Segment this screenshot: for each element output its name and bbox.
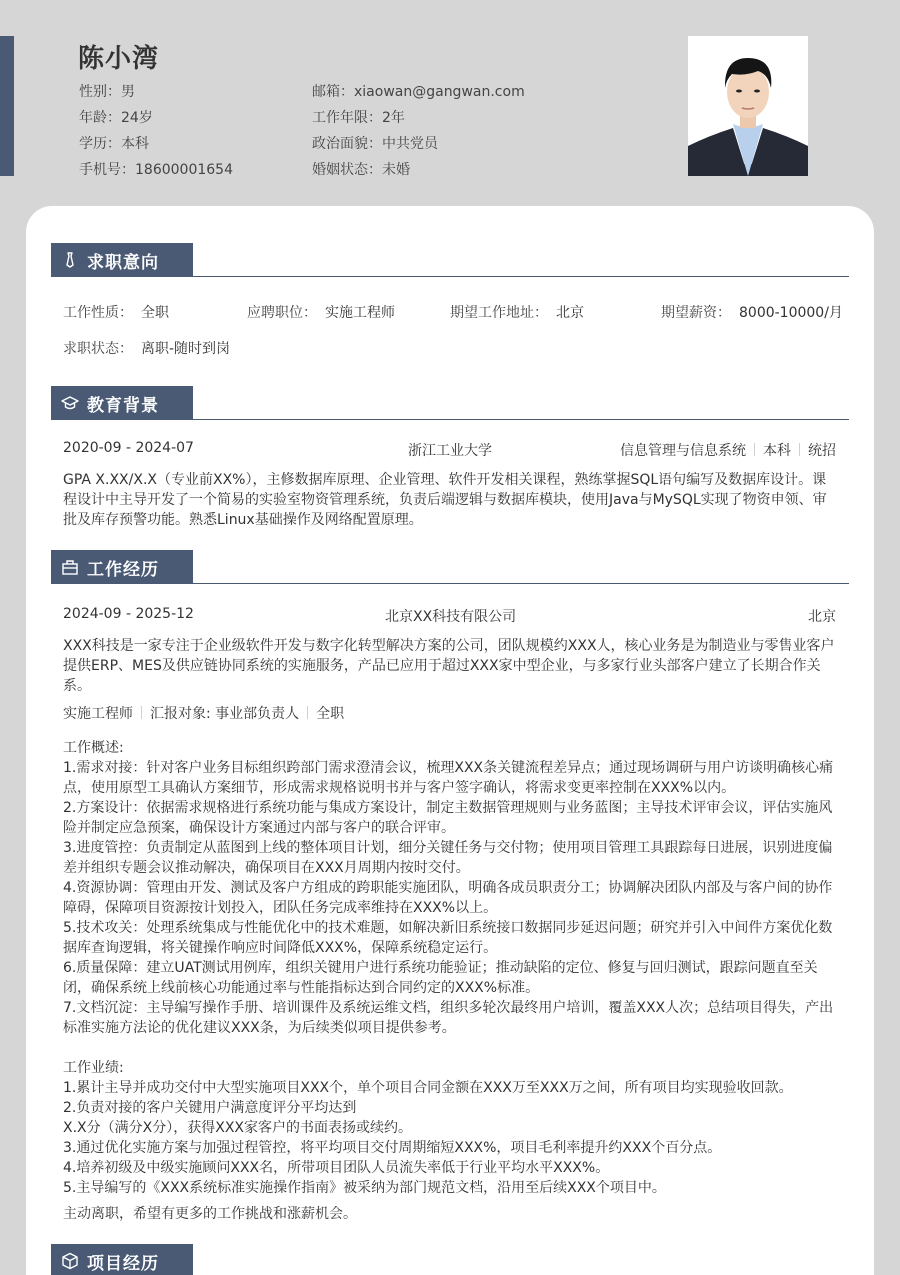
work-city: 北京 xyxy=(808,609,836,625)
overview-item-4: 4.资源协调：管理由开发、测试及客户方组成的跨职能实施团队，明确各成员职责分工；协调解决团队内部及与客户间的协作障碍，保障项目资源按计划投入，团队任务完成率维持在XXX%以上。 xyxy=(63,880,833,916)
intent-salary: 期望薪资： 8000-10000/月 xyxy=(661,305,843,321)
section-title-work: 工作经历 xyxy=(87,559,159,580)
achievement-item-2-cont: X.X分（满分X分），获得XXX家客户的书面表扬或续约。 xyxy=(63,1120,412,1136)
overview-item-5: 5.技术攻关：处理系统集成与性能优化中的技术难题，如解决新旧系统接口数据同步延迟问题；研究并引入中间件方案优化数据库查询逻辑，将关键操作响应时间降低XXX%，保障系统稳定运行。 xyxy=(63,920,833,956)
section-header-projects xyxy=(51,1244,849,1275)
education-major: 信息管理与信息系统 xyxy=(620,443,746,459)
education-school: 浙江工业大学 xyxy=(408,443,492,459)
divider xyxy=(754,443,755,456)
education-period: 2020-09 - 2024-07 xyxy=(63,440,194,456)
education-degree: 本科 xyxy=(763,443,791,459)
info-email: 邮箱：xiaowan@gangwan.com xyxy=(312,84,525,100)
achievement-item-2: 2.负责对接的客户关键用户满意度评分平均达到 xyxy=(63,1100,357,1116)
divider xyxy=(307,706,308,719)
graduation-cap-icon xyxy=(61,394,79,412)
overview-item-7: 7.文档沉淀：主导编写操作手册、培训课件及系统运维文档，组织多轮次最终用户培训，覆盖XXX人次；总结项目得失，产出标准实施方法论的优化建议XXX条，为后续类似项目提供参考。 xyxy=(63,1000,834,1036)
work-overview xyxy=(63,738,835,1038)
work-overview-title: 工作概述: xyxy=(63,740,124,756)
work-leave-reason: 主动离职，希望有更多的工作挑战和涨薪机会。 xyxy=(63,1206,357,1222)
section-title-projects: 项目经历 xyxy=(87,1253,159,1274)
divider xyxy=(799,443,800,456)
overview-item-6: 6.质量保障：建立UAT测试用例库，组织关键用户进行系统功能验证；推动缺陷的定位、修复与回归测试，跟踪问题直至关闭，确保系统上线前核心功能通过率与性能指标达到合同约定的XXX%标准。 xyxy=(63,960,818,996)
info-marital-status: 婚姻状态：未婚 xyxy=(312,162,410,178)
section-header-education xyxy=(51,386,849,420)
section-title-intent: 求职意向 xyxy=(87,252,159,273)
info-work-years: 工作年限：2年 xyxy=(312,110,405,126)
work-company-intro: XXX科技是一家专注于企业级软件开发与数字化转型解决方案的公司，团队规模约XXX人，核心业务是为制造业与零售业客户提供ERP、MES及供应链协同系统的实施服务，产品已应用于超过XXX家中型企业，与多家行业头部客户建立了长期合作关系。 xyxy=(63,638,835,694)
section-tab-projects xyxy=(51,1244,193,1275)
work-role-line xyxy=(63,703,344,723)
section-header-work xyxy=(51,550,849,584)
candidate-name: 陈小湾 xyxy=(78,44,160,74)
education-type: 统招 xyxy=(808,443,836,459)
portrait-icon xyxy=(688,36,808,176)
achievement-item-1: 1.累计主导并成功交付中大型实施项目XXX个，单个项目合同金额在XXX万至XXX万之间，所有项目均实现验收回款。 xyxy=(63,1080,793,1096)
work-company: 北京XX科技有限公司 xyxy=(385,609,517,625)
briefcase-icon xyxy=(61,558,79,576)
avatar-photo xyxy=(688,36,808,176)
intent-location: 期望工作地址： 北京 xyxy=(450,305,584,321)
section-title-education: 教育背景 xyxy=(87,395,159,416)
cube-icon xyxy=(61,1252,79,1270)
overview-item-1: 1.需求对接：针对客户业务目标组织跨部门需求澄清会议，梳理XXX条关键流程差异点；通过现场调研与用户访谈明确核心痛点，使用原型工具确认方案细节，形成需求规格说明书并与客户签字确认，将需求变更率控制在XXX%以内。 xyxy=(63,760,834,796)
personal-info-grid xyxy=(79,82,612,180)
work-achievements-title: 工作业绩: xyxy=(63,1060,124,1076)
info-gender: 性别：男 xyxy=(79,84,135,100)
work-job-type: 全职 xyxy=(316,706,345,722)
work-role: 实施工程师 xyxy=(63,706,133,722)
education-description: GPA X.XX/X.X（专业前XX%），主修数据库原理、企业管理、软件开发相关课程，熟练掌握SQL语句编写及数据库设计。课程设计中主导开发了一个简易的实验室物资管理系统，负责后端逻辑与数据库模块，使用Java与MySQL实现了物资申领、审批及库存预警功能。熟悉Linux基础操作及网络配置原理。 xyxy=(63,472,827,528)
work-achievements xyxy=(63,1058,835,1198)
achievement-item-3: 3.通过优化实施方案与加强过程管控，将平均项目交付周期缩短XXX%，项目毛利率提升约XXX个百分点。 xyxy=(63,1140,722,1156)
work-report-to: 汇报对象: 事业部负责人 xyxy=(150,706,300,722)
info-age: 年龄：24岁 xyxy=(79,110,153,126)
section-tab-intent xyxy=(51,243,193,277)
divider xyxy=(141,706,142,719)
work-period: 2024-09 - 2025-12 xyxy=(63,606,194,622)
achievement-item-5: 5.主导编写的《XXX系统标准实施操作指南》被采纳为部门规范文档，沿用至后续XXX个项目中。 xyxy=(63,1180,666,1196)
tie-icon xyxy=(61,251,79,269)
info-phone: 手机号：18600001654 xyxy=(79,162,233,178)
info-education: 学历：本科 xyxy=(79,136,149,152)
education-major-line xyxy=(620,440,836,460)
section-tab-education xyxy=(51,386,193,420)
intent-work-type: 工作性质： 全职 xyxy=(63,305,169,321)
header-accent-bar xyxy=(0,36,14,176)
intent-position: 应聘职位： 实施工程师 xyxy=(247,305,395,321)
resume-card xyxy=(26,206,874,1275)
intent-status: 求职状态： 离职-随时到岗 xyxy=(63,341,231,357)
section-header-intent xyxy=(51,243,849,277)
info-political-status: 政治面貌：中共党员 xyxy=(312,136,438,152)
achievement-item-4: 4.培养初级及中级实施顾问XXX名，所带项目团队人员流失率低于行业平均水平XXX%。 xyxy=(63,1160,610,1176)
overview-item-3: 3.进度管控：负责制定从蓝图到上线的整体项目计划，细分关键任务与交付物；使用项目管理工具跟踪每日进展，识别进度偏差并组织专题会议推动解决，确保项目在XXX月周期内按时交付。 xyxy=(63,840,833,876)
section-tab-work xyxy=(51,550,193,584)
overview-item-2: 2.方案设计：依据需求规格进行系统功能与集成方案设计，制定主数据管理规则与业务蓝图；主导技术评审会议，评估实施风险并制定应急预案，确保设计方案通过内部与客户的联合评审。 xyxy=(63,800,833,836)
